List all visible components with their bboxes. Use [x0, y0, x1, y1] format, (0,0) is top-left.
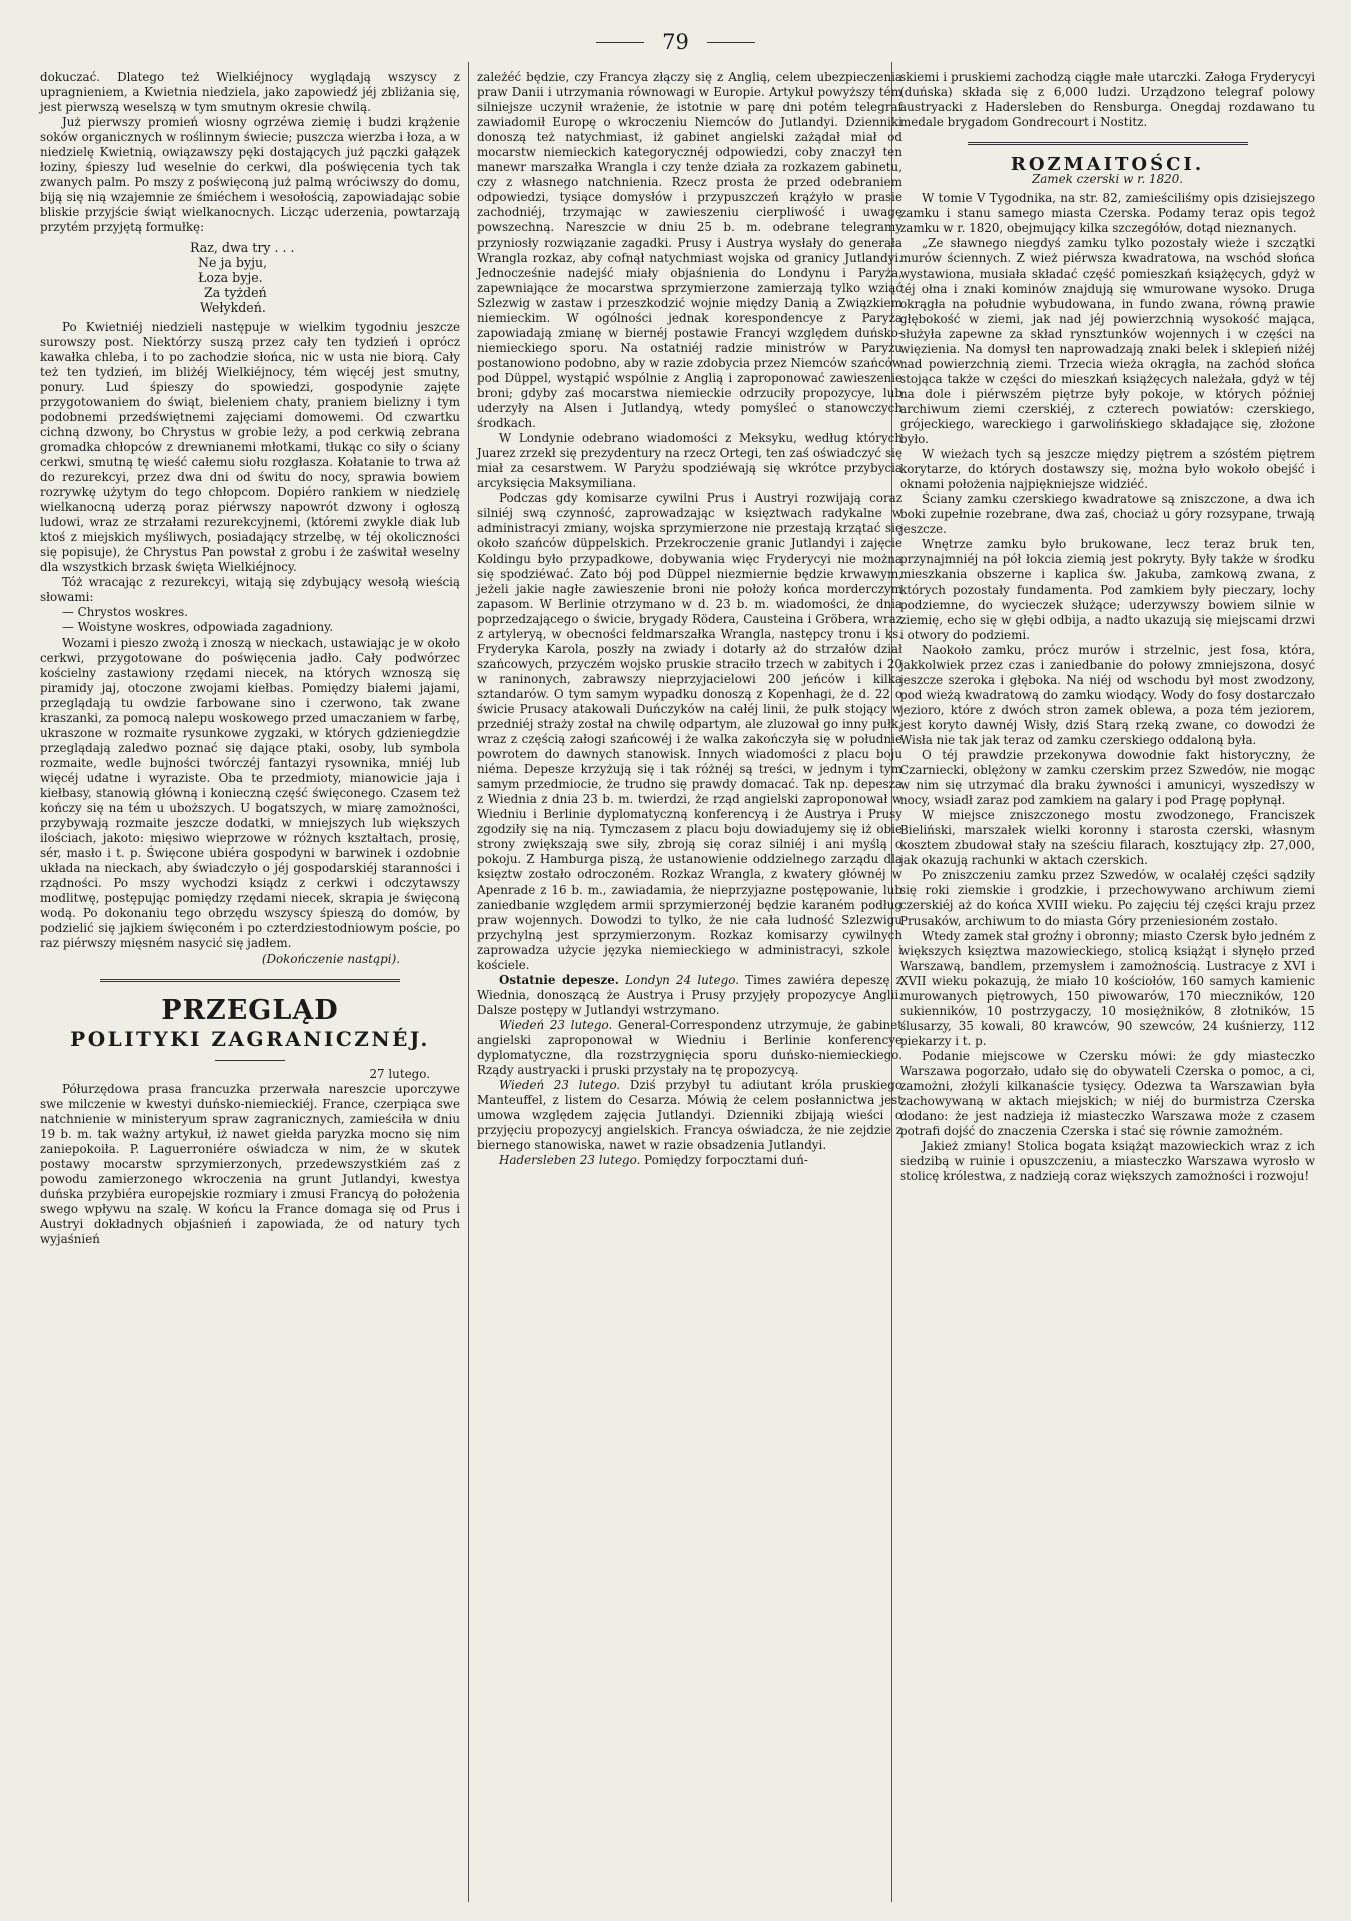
paragraph: Podanie miejscowe w Czersku mówi: że gdy miasteczko Warszawa pogorzało, udało się do obywateli Czerska o pomoc, a ci, zamożni, złożyli kilkanaście tysięcy. Odezwa ta Warszawian była zachowywaną w aktach miejskich; w niéj do burmistrza Czerska dodano: że jest nadzieja iż miasteczko Warszawa może z czasem potrafi dojść do znaczenia Czerska i stać się równie zamożném.	[900, 1048, 1315, 1139]
paragraph: dokuczać. Dlatego też Wielkiéjnocy wyglądają wszyscy z upragnieniem, a Kwietnia niedziela, jako zapowiedź jéj zbliżania się, jest pierwszą weselszą w tym smutnym okresie chwilą.	[40, 70, 460, 115]
paragraph: skiemi i pruskiemi zachodzą ciągłe małe utarczki. Załoga Fryderycyi (duńska) składa się z 6,000 ludzi. Urządzono telegraf polowy austryacki z Hadersleben do Rensburga. Onegdaj rozdawano tu medale brygadom Gondrecourt i Nostitz.	[900, 70, 1315, 130]
section-title: PRZEGLĄD	[161, 994, 339, 1026]
paragraph: Tóż wracając z rezurekcyi, witają się zdybujący wesołą wieścią słowami:	[40, 575, 460, 605]
dispatch-text: Times zawiéra depeszę z Wiednia, donoszącą że Austrya i Prusy przyjęły propozycye Anglii. Dalsze postępy w Jutlandyi wstrzymano.	[477, 972, 902, 1017]
paragraph: Półurzędowa prasa francuzka przerwała nareszcie uporczywe swe milczenie w kwestyi duńsko-niemieckiéj. France, czerpiąca swe natchnienie w ministeryum spraw zagranicznych, zamieściła w dniu 19 b. m. tak ważny artykuł, iż nawet giełda paryzka mocno się nim zaniepokoiła. P. Laguerroniére oświadcza w nim, że w skutek postawy mocarstw sprzymierzonych, przedewszystkiém zaś z powodu zamierzonego wkroczenia na grunt Jutlandyi, kwestya duńska przybiéra europejskie rozmiary i zmusi Francyą do położenia swego wpływu na szalę. W końcu la France domaga się od Prus i Austryi dokładnych objaśnień i zapowiada, że od natury tych wyjaśnień	[40, 1081, 460, 1247]
paragraph: Naokoło zamku, prócz murów i strzelnic, jest fosa, która, jakkolwiek przez czas i zaniedbanie do połowy zmniejszona, dosyć jeszcze szeroka i głęboka. Na niéj od wschodu był most zwodzony, pod wieżą kwadratową do zamku wiodący. Wody do fosy dostarczało jezioro, które z dwóch stron zamek oblewa, a poza tém jeziorem, jest koryto dawnéj Wisły, dziś Starą rzeką zwane, co dowodzi że Wisła nie tak jak teraz od zamku czerskiego oddaloną była.	[900, 642, 1315, 747]
paragraph: Jakież zmiany! Stolica bogata książąt mazowieckich wraz z ich siedzibą w ruinie i opuszczeniu, a miasteczko Warszawa wyrosło w stolicę królestwa, z nadzieją coraz większych zamożności i rozwoju!	[900, 1139, 1315, 1184]
dispatch	[477, 1018, 902, 1078]
paragraph: W tomie V Tygodnika, na str. 82, zamieściliśmy opis dzisiejszego zamku i stanu samego miasta Czerska. Podamy teraz opis tegoż zamku w r. 1820, obejmujący kilka szczegółów, dotąd nieznanych.	[900, 191, 1315, 236]
dispatch-place: Wiedeń 23 lutego.	[499, 1078, 621, 1093]
page-header	[0, 22, 1351, 62]
header-rule-right	[707, 42, 755, 43]
dispatch-text: General-Correspondenz utrzymuje, że gabinet angielski zaproponował w Wiedniu i Berlinie konferencye dyplomatyczne, dla rozstrzygnięcia sporu duńsko-niemieckiego. Rządy austryacki i pruski przystały na tę propozycyą.	[477, 1017, 903, 1078]
header-rule-left	[596, 42, 644, 43]
poem-line: Za tyżdeń	[204, 285, 267, 301]
dialog-line: — Woistyne woskres, odpowiada zagadniony.	[62, 620, 334, 635]
dispatch	[477, 973, 902, 1018]
dispatch-text: Dziś przybył tu adiutant króla pruskiego Manteuffel, z listem do Cesarza. Mówią że celem posłannictwa jest umowa względem zajęcia Jutlandyi. Dzienniki zbijają wieści o przyjęciu propozycyj angielskich. Francya oświadcza, że nie zejdzie z biernego stanowiska, nawet w razie obsadzenia Jutlandyi.	[477, 1078, 903, 1153]
paragraph: W miejsce zniszczonego mostu zwodzonego, Franciszek Bieliński, marszałek wielki koronny i starosta czerski, własnym kosztem zbudował stały na sześciu filarach, kosztujący złp. 27,000, jak okazują rachunki w aktach czerskich.	[900, 808, 1315, 868]
paragraph: zależéć będzie, czy Francya złączy się z Anglią, celem ubezpieczenia praw Danii i utrzymania równowagi w Europie. Artykuł powyższy tém silniejsze uczynił wrażenie, że istotnie w parę dni potém telegraf zawiadomił Europę o wkroczeniu Niemców do Jutlandyi. Dzienniki donoszą też natychmiast, iż gabinet angielski zażądał miał od mocarstw niemieckich kategorycznéj odpowiedzi, coby znaczył ten manewr marszałka Wrangla i czy tenże działa za rozkazem gabinetu, czy z własnego natchnienia. Rzecz prosta że przed odebraniem odpowiedzi, tysiące domysłów i przypuszczeń krążyło w prasie zachodniéj, trzymając w zawieszeniu cierpliwość i uwagę powszechną. Nareszcie w dniu 25 b. m. odebrane telegramy przyniosły rozwiązanie zagadki. Prusy i Austrya wysłały do generała Wrangla rozkaz, aby cofnął natychmiast wojska od granicy Jutlandyi. Jednocześnie nadejść miały objaśnienia do Londynu i Paryża, zapewniające że mocarstwa sprzymierzone zamierzają tylko wziąć Szlezwig w zastaw i przeszkodzić wojnie między Danią a Związkiem niemieckim. W ogólności jednak korespondencye z Paryża zapowiadają zmianę w biernéj postawie Francyi względem duńsko-niemieckiego sporu. Na ostatniéj radzie ministrów w Paryżu postanowiono podobno, aby w razie zdobycia przez Niemców szańców pod Düppel, wystąpić wspólnie z Anglią i zaproponować zawieszenie broni; gdyby zaś mocarstwa niemieckie odrzuciły propozycye, lub uderzyły na Alsen i Jutlandyą, wtedy pomyśleć o stanowczych środkach.	[477, 70, 902, 431]
dispatch-place: Londyn 24 lutego.	[625, 972, 739, 987]
column-divider	[468, 62, 469, 1902]
page-number: 79	[662, 30, 689, 54]
section-subtitle: POLITYKI ZAGRANICZNÉJ.	[70, 1026, 430, 1051]
paragraph: O téj prawdzie przekonywa dowodnie fakt historyczny, że Czarniecki, oblężony w zamku czerskim przez Szwedów, nie mogąc w nim się utrzymać dla braku żywności i amunicyi, wyszedłszy w nocy, wsiadł zaraz pod zamkiem na galary i pod Pragę popłynął.	[900, 748, 1315, 808]
dispatch-place: Wiedeń 23 lutego.	[499, 1017, 613, 1032]
dialog-line: — Chrystos woskres.	[62, 605, 188, 620]
dispatch	[477, 1078, 902, 1153]
poem-line: Ne ja byju,	[198, 254, 268, 270]
poem-line: Wełykdeń.	[200, 300, 266, 316]
dispatch	[477, 1153, 902, 1168]
column-2	[477, 70, 902, 1895]
dateline: 27 lutego.	[369, 1066, 430, 1081]
dispatch-text: Pomiędzy forpocztami duń-	[644, 1153, 808, 1168]
paragraph: Już pierwszy promień wiosny ogrzéwa ziemię i budzi krążenie soków organicznych w roślinnym świecie; puszcza wierzba i łoza, a w niedzielę Kwietnią, owiązawszy pęki dostających już pączki gałązek łoziny, śpieszy lud weselnie do cerkwi, dla poświęcenia tych tak zwanych palm. Po mszy z poświęconą już palmą wróciwszy do domu, biją się nią wzajemnie ze śmiéchem i wesołością, zapowiadając sobie bliskie przyjście świąt wielkanocnych. Licząc uderzenia, powtarzają przytém przyjętą formułkę:	[40, 115, 460, 235]
poem	[190, 240, 460, 316]
paragraph: Wnętrze zamku było brukowane, lecz teraz bruk ten, przynajmniéj na pół łokcia ziemią jest pokryty. Były także w środku mieszkania obszerne i kaplica św. Jakuba, zamkową zwana, z których pozostały fundamenta. Pod zamkiem były pieczary, lochy podziemne, do wycieczek służące; uderzywszy bowiem silnie w ziemię, echo się w głębi odbija, a nadto ukazują się miejscami drzwi i otwory do podziemi.	[900, 537, 1315, 642]
section-title: ROZMAITOŚCI.	[1010, 154, 1205, 176]
continuation-note: (Dokończenie nastąpi).	[261, 951, 400, 966]
paragraph: W Londynie odebrano wiadomości z Meksyku, według których Juarez zrzekł się prezydentury na rzecz Ortegi, ten zaś oświadczyć się miał za cesarstwem. W Paryżu spodziéwają się wkrótce przybycia arcyksięcia Maksymiliana.	[477, 431, 902, 491]
paragraph: Podczas gdy komisarze cywilni Prus i Austryi rozwijają coraz silniéj swą czynność, zaprowadzając w księztwach radykalne w administracyi zmiany, wojska sprzymierzone nie przestają krzątać się około szańców düppelskich. Przekroczenie granic Jutlandyi i zajęcie Koldingu było przypadkowe, dobywania więc Fryderycyi nie można się spodziéwać. Zato bój pod Düppel niezmiernie będzie krwawym, jeżeli jakie nagłe zawieszenie broni nie położy końca morderczym zapasom. W Berlinie otrzymano w d. 23 b. m. wiadomości, że dnia poprzedzającego o świcie, brygady Rödera, Causteina i Gröbera, wraz z artyleryą, w obecności feldmarszałka Wrangla, następcy tronu i ks. Fryderyka Karola, poszły na zwiady i dotarły aż do strzałów dział szańcowych, przyczém wojsko pruskie straciło trzech w zabitych i 20 w raninonych, zabrawszy nieprzyjacielowi 200 jeńców i kilka sztandarów. O tym samym wypadku donoszą z Kopenhagi, że d. 22 o świcie Prusacy atakowali Duńczyków na całéj linii, że pułk stojący w przedniéj straży został na chwilę odpartym, ale zluzował go inny pułk, wraz z częścią załogi szańcowéj i że walka zakończyła się w południe powrotem do dawnych stanowisk. Innych wiadomości z placu boju niéma. Depesze krzyżują się i tak różnéj są treści, w jednym i tym samym przedmiocie, że trudno się prawdy domacać. Tak np. depesza z Wiednia z dnia 23 b. m. twierdzi, że rząd angielski zaproponował w Wiedniu i Berlinie dyplomatyczną konferencyą i że Austrya i Prusy zgodziły się na nią. Tymczasem z placu boju dowiadujemy się iż obie strony zwiększają swe siły, zbroją się coraz silniéj i ani myślą o pokoju. Z Hamburga piszą, że ustanowienie oddzielnego zarządu dla księztw zostało odroczoném. Rozkaz Wrangla, z kwatery głównéj w Apenrade z 16 b. m., zawiadamia, że nieprzyjazne postępowanie, lub zaniedbanie względem armii sprzymierzonéj będzie karaném podług praw wojennych. Dowodzi to tylko, że nie cała ludność Szlezwigu przychylną jest sprzymierzonym. Rozkaz komisarzy cywilnych zaprowadza użycie języka niemieckiego w administracyi, szkole i kościele.	[477, 491, 902, 972]
section-separator	[968, 142, 1248, 145]
paragraph: Po Kwietniéj niedzieli następuje w wielkim tygodniu jeszcze surowszy post. Niektórzy suszą przez cały ten tydzień i oprócz kawałka chleba, i to po zachodzie słońca, nic w usta nie biorą. Cały też ten tydzień, im bliżéj Wielkiéjnocy, tém więcéj jest smutny, ponury. Lud śpieszy do spowiedzi, gospodynie zajęte przygotowaniem do świąt, bieleniem chaty, praniem bielizny i tym podobnemi przedświętnemi zajęciami domowemi. Od czwartku cichną dzwony, bo Chrystus w grobie leży, a pod cerkwią zebrana gromadka chłopców z drewnianemi młotkami, tłukąc co siły o ściany cerkwi, smutną tę wieść całemu siołu rozgłasza. Kołatanie to trwa aż do rezurekcyi, przez dwa dni od świtu do nocy, sprawia bowiem rozrywkę użytym do tego chłopcom. Dopiéro rankiem w niedzielę wielkanocną uderzą poraz piérwszy napowrót dzwony i ogłoszą ludowi, wraz ze strzałami rezurekcyjnemi, (któremi zwykle diak lub ktoś z miejskich myśliwych, posiadający strzelbę, w téj okoliczności się popisuje), że Chrystus Pan powstał z grobu i że zaświtał weselny dla wszystkich brzask święta Wielkiéjnocy.	[40, 319, 460, 575]
paragraph: Wozami i pieszo zwożą i znoszą w nieckach, ustawiając je w około cerkwi, przygotowane do poświęcenia jadło. Cały podwórzec kościelny zastawiony rzędami niecek, na których wznoszą się piramidy jaj, otoczone zwojami kiełbas. Pomiędzy białemi jajami, przeglądają tu owdzie farbowane sino i czerwono, tak zwane kraszanki, za pomocą nalepu woskowego przed umaczaniem w farbę, ukraszone w rozmaite rysunkowe zygzaki, w których gdzieniegdzie przeglądają zaledwo poznać się dające ptaki, osoby, lub symbola rozmaite, wedle bujności twórczéj fantazyi rysownika, mniéj lub więcéj udatne i wyraziste. Oba te przedmioty, mianowicie jaja i kiełbasy, stanowią główną i konieczną część święconego. Czasem też kończy się na tém u uboższych. U bogatszych, w miarę zamożności, przybywają rozmaite jeszcze dodatki, w mniejszych lub większych ilościach, jakoto: mięsiwo wieprzowe w różnych kształtach, prosię, sér, masło i t. p. Święcone ubiéra gospodyni w barwinek i ozdobnie układa na nieckach, aby świadczyło o jéj gospodarskiéj staranności i rządności. Po mszy wychodzi ksiądz z cerkwi i odczytawszy modlitwę, postępując pomiędzy rzędami niecek, skrapia je święconą wodą. Po dokonaniu tego obrzędu wszyscy śpieszą do domów, by podzielić się jajkiem święconém i po czterdziestodniowym poście, po raz piérwszy mięsném nasycić się jadłem.	[40, 635, 460, 951]
dispatch-heading: Ostatnie depesze.	[499, 972, 619, 987]
paragraph: Wtedy zamek stał groźny i obronny; miasto Czersk było jedném z większych księztwa mazowieckiego, stolicą książąt i słynęło przed Warszawą, bandlem, przemysłem i zamożnością. Lustracye z XVI i XVII wieku pokazują, że miało 10 kościołów, 160 samych kamienic murowanych piętrowych, 150 piwowarów, 170 mieczników, 120 sukienników, 10 postrzygaczy, 10 mosiężników, 8 złotników, 15 ślusarzy, 35 kowali, 80 krawców, 90 szewców, 24 kuśnierzy, 112 piekarzy i t. p.	[900, 928, 1315, 1048]
paragraph: „Ze sławnego niegdyś zamku tylko pozostały wieże i szczątki murów ściennych. Z wież piérwsza kwadratowa, na wschód słońca wystawiona, musiała składać część pomieszkań książęcych, gdyż w téj ołna i znaki kominów znajdują się wmurowane wysoko. Druga okrągła na południe wybudowana, in fundo zwana, równą prawie głębokość w ziemi, jak nad jéj powierzchnią wysokość mająca, służyła zapewne za skład rynsztunków wojennych i w części na więzienia. Na domysł ten naprowadzają znaki belek i sklepień niżéj nad powierzchnią ziemi. Trzecia wieża okrągła, na zachód słońca stojąca także w części do mieszkań książęcych należała, gdyż w téj na dole i piérwszém piętrze były pokoje, w których później archiwum ziemi czerskiéj, z czterech powiatów: czerskiego, grójeckiego, wareckiego i garwolińskiego składające się, złożone było.	[900, 236, 1315, 447]
column-3	[900, 70, 1315, 1895]
paragraph: Po zniszczeniu zamku przez Szwedów, w ocalałéj części sądziły się roki ziemskie i grodzkie, i przechowywano archiwum ziemi czerskiéj aż do końca XVIII wieku. Po zajęciu téj części kraju przez Prusaków, archiwum to do miasta Góry przeniesioném zostało.	[900, 868, 1315, 928]
dispatch-place: Hadersleben 23 lutego.	[499, 1153, 641, 1168]
paragraph: Ściany zamku czerskiego kwadratowe są zniszczone, a dwa ich boki zupełnie rozebrane, dwa zaś, chociaż u góry rozsypane, trwają jeszcze.	[900, 492, 1315, 537]
poem-line: Raz, dwa try . . .	[190, 239, 295, 255]
title-rule	[215, 1060, 285, 1061]
poem-line: Łoza byje.	[198, 269, 263, 285]
article-subtitle: Zamek czerski w r. 1820.	[1031, 172, 1184, 187]
paragraph: W wieżach tych są jeszcze między piętrem a szóstém piętrem korytarze, do których dostawszy się, można było wokoło obejść i oknami położenia najpiękniejsze widziéć.	[900, 447, 1315, 492]
dialog	[40, 605, 460, 635]
column-1	[40, 70, 460, 1895]
section-separator	[100, 979, 400, 982]
